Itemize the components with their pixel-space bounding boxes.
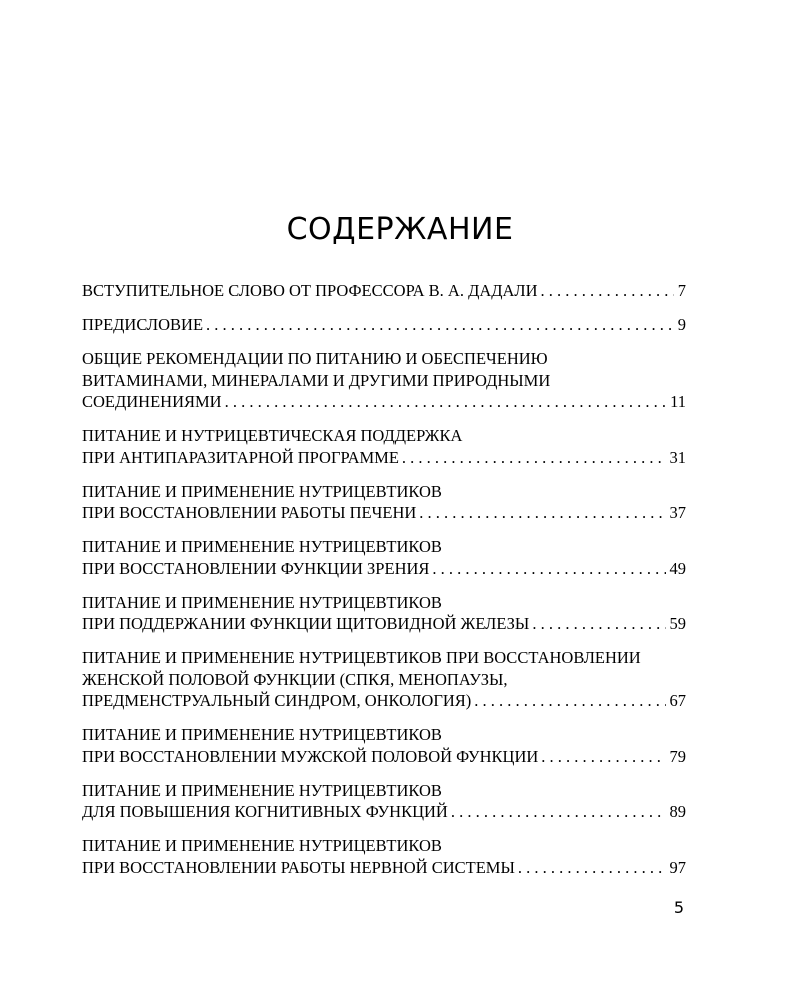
toc-page-number: 9 xyxy=(677,315,686,334)
toc-entry-title: ПРИ ВОССТАНОВЛЕНИИ МУЖСКОЙ ПОЛОВОЙ ФУНКЦИИ xyxy=(82,746,539,766)
toc-page-number: 97 xyxy=(669,857,686,877)
toc-entry-final-line xyxy=(82,391,686,413)
toc-entry[interactable] xyxy=(82,481,686,524)
toc-entry-line: ПИТАНИЕ И ПРИМЕНЕНИЕ НУТРИЦЕВТИКОВ xyxy=(82,780,442,800)
toc-page-number: 59 xyxy=(669,614,686,633)
toc-entry-title: ПРИ ВОССТАНОВЛЕНИИ ФУНКЦИИ ЗРЕНИЯ xyxy=(82,558,430,578)
toc-entry-title: ВСТУПИТЕЛЬНОЕ СЛОВО ОТ ПРОФЕССОРА В. А. ДАДАЛИ xyxy=(82,281,538,300)
toc-entry-line: ПИТАНИЕ И ПРИМЕНЕНИЕ НУТРИЦЕВТИКОВ xyxy=(82,836,442,855)
toc-entry-line: ЖЕНСКОЙ ПОЛОВОЙ ФУНКЦИИ (СПКЯ, МЕНОПАУЗЫ, xyxy=(82,669,508,689)
toc-entry-title: ПРИ ВОССТАНОВЛЕНИИ РАБОТЫ ПЕЧЕНИ xyxy=(82,503,417,522)
dot-leader xyxy=(451,801,666,823)
toc-entry-title: ПРИ АНТИПАРАЗИТАРНОЙ ПРОГРАММЕ xyxy=(82,447,399,467)
dot-leader xyxy=(541,746,665,768)
toc-entry-final-line xyxy=(82,558,686,580)
toc-entry-final-line xyxy=(82,746,686,768)
page-number: 5 xyxy=(673,898,684,917)
toc-entry[interactable] xyxy=(82,348,686,413)
toc-entry-final-line xyxy=(82,502,686,524)
table-of-contents xyxy=(82,280,686,891)
toc-entry-line: ПИТАНИЕ И ПРИМЕНЕНИЕ НУТРИЦЕВТИКОВ xyxy=(82,537,442,556)
toc-entry-line: ПИТАНИЕ И ПРИМЕНЕНИЕ НУТРИЦЕВТИКОВ xyxy=(82,481,442,501)
toc-entry-title: ПРЕДМЕНСТРУАЛЬНЫЙ СИНДРОМ, ОНКОЛОГИЯ) xyxy=(82,691,472,710)
toc-entry-final-line xyxy=(82,314,686,336)
toc-entry-title: ПРЕДИСЛОВИЕ xyxy=(82,315,204,334)
toc-page-number: 67 xyxy=(669,691,686,710)
dot-leader xyxy=(206,314,674,336)
toc-entry-line: ОБЩИЕ РЕКОМЕНДАЦИИ ПО ПИТАНИЮ И ОБЕСПЕЧЕНИЮ xyxy=(82,349,548,368)
dot-leader xyxy=(225,391,667,413)
toc-page-number: 79 xyxy=(669,746,686,766)
dot-leader xyxy=(402,447,666,469)
toc-page-number: 49 xyxy=(669,558,686,578)
toc-entry-title: ПРИ ВОССТАНОВЛЕНИИ РАБОТЫ НЕРВНОЙ СИСТЕМЫ xyxy=(82,857,515,877)
dot-leader xyxy=(432,558,665,580)
toc-entry-final-line xyxy=(82,690,686,712)
toc-page-number: 89 xyxy=(669,802,686,821)
toc-entry[interactable] xyxy=(82,280,686,302)
dot-leader xyxy=(474,690,665,712)
dot-leader xyxy=(419,502,665,524)
dot-leader xyxy=(518,857,666,879)
toc-entry-final-line xyxy=(82,613,686,635)
toc-entry-line: ПИТАНИЕ И ПРИМЕНЕНИЕ НУТРИЦЕВТИКОВ xyxy=(82,725,442,744)
toc-entry-line: ПИТАНИЕ И ПРИМЕНЕНИЕ НУТРИЦЕВТИКОВ xyxy=(82,592,442,612)
toc-entry[interactable] xyxy=(82,780,686,823)
toc-entry-title: ДЛЯ ПОВЫШЕНИЯ КОГНИТИВНЫХ ФУНКЦИЙ xyxy=(82,802,448,821)
toc-entry[interactable] xyxy=(82,835,686,878)
toc-entry-final-line xyxy=(82,280,686,302)
toc-entry[interactable] xyxy=(82,425,686,468)
toc-entry-final-line xyxy=(82,801,686,823)
page-title: СОДЕРЖАНИЕ xyxy=(286,212,514,247)
toc-entry-final-line xyxy=(82,447,686,469)
toc-entry-title: СОЕДИНЕНИЯМИ xyxy=(82,392,222,411)
toc-entry[interactable] xyxy=(82,314,686,336)
toc-entry-line: ВИТАМИНАМИ, МИНЕРАЛАМИ И ДРУГИМИ ПРИРОДНЫМИ xyxy=(82,370,551,390)
toc-page-number: 11 xyxy=(670,392,686,411)
toc-entry-final-line xyxy=(82,857,686,879)
toc-entry-line: ПИТАНИЕ И ПРИМЕНЕНИЕ НУТРИЦЕВТИКОВ ПРИ ВОССТАНОВЛЕНИИ xyxy=(82,648,641,667)
dot-leader xyxy=(541,280,674,302)
toc-page-number: 31 xyxy=(669,447,686,467)
toc-entry[interactable] xyxy=(82,592,686,635)
toc-entry[interactable] xyxy=(82,536,686,579)
toc-entry-line: ПИТАНИЕ И НУТРИЦЕВТИЧЕСКАЯ ПОДДЕРЖКА xyxy=(82,426,463,445)
toc-entry-title: ПРИ ПОДДЕРЖАНИИ ФУНКЦИИ ЩИТОВИДНОЙ ЖЕЛЕЗЫ xyxy=(82,614,530,633)
dot-leader xyxy=(532,613,665,635)
toc-page-number: 7 xyxy=(677,281,686,300)
toc-page-number: 37 xyxy=(669,503,686,522)
toc-entry[interactable] xyxy=(82,647,686,712)
toc-entry[interactable] xyxy=(82,724,686,767)
